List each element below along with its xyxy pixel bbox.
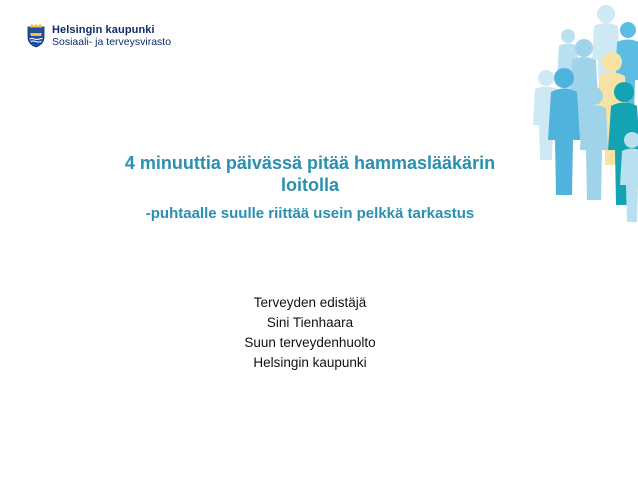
org-logo (26, 24, 171, 48)
department-name: Sosiaali- ja terveysvirasto (52, 36, 172, 48)
title-block (60, 152, 560, 224)
title-line-2: loitolla (281, 175, 339, 195)
title-line-1: 4 minuuttia päivässä pitää hammaslääkärin (124, 153, 496, 173)
author-role: Terveyden edistäjä (253, 295, 367, 310)
slide-title (60, 152, 560, 196)
author-org: Helsingin kaupunki (253, 355, 367, 370)
helsinki-crest-icon (26, 24, 46, 48)
org-name: Helsingin kaupunki (52, 24, 155, 36)
author-unit: Suun terveydenhuolto (244, 335, 376, 350)
author-block (200, 293, 420, 373)
author-name: Sini Tienhaara (266, 315, 354, 330)
slide-subtitle: -puhtaalle suulle riittää usein pelkkä tarkastus (145, 205, 475, 222)
